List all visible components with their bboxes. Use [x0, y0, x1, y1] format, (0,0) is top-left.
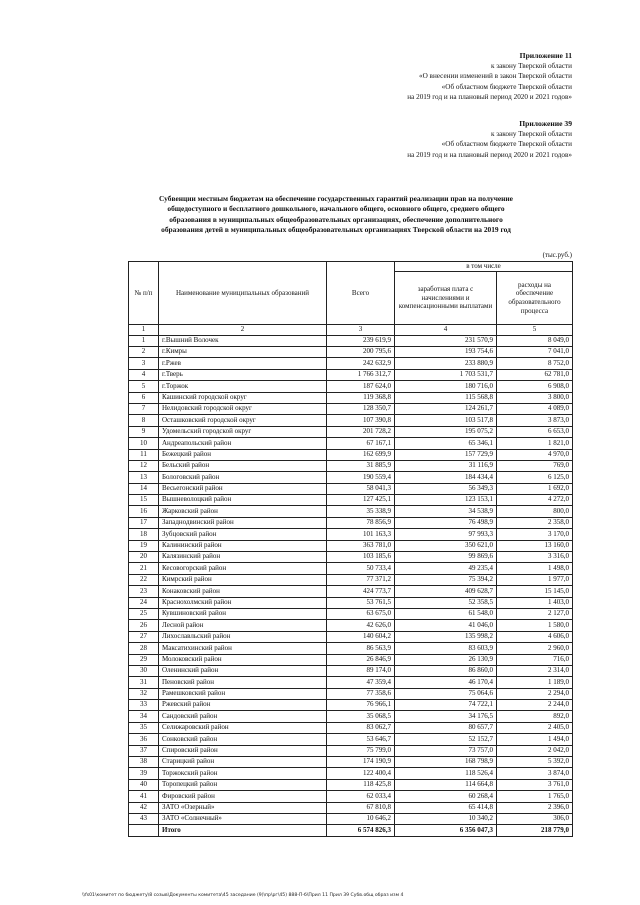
cell-name: Лихославльский район: [159, 631, 327, 642]
cell-salary: 103 517,8: [395, 415, 497, 426]
cell-total: 53 761,5: [327, 597, 395, 608]
cell-expenses: 3 874,0: [497, 768, 573, 779]
cell-name: Зубцовский район: [159, 529, 327, 540]
cell-no: 13: [129, 472, 159, 483]
cell-salary: 195 075,2: [395, 426, 497, 437]
table-row: [129, 768, 573, 779]
cell-no: 17: [129, 517, 159, 528]
cell-name: Сонковский район: [159, 734, 327, 745]
table-row: [129, 449, 573, 460]
cell-expenses: 6 653,0: [497, 426, 573, 437]
cell-total: 200 795,6: [327, 346, 395, 357]
cell-name: г.Ржев: [159, 358, 327, 369]
cell-total: 35 338,9: [327, 506, 395, 517]
cell-expenses: 7 041,0: [497, 346, 573, 357]
table-row: [129, 483, 573, 494]
cell-total: 78 856,9: [327, 517, 395, 528]
cell-salary: 97 993,3: [395, 529, 497, 540]
cell-total: 77 358,6: [327, 688, 395, 699]
cell-name: Вышневолоцкий район: [159, 495, 327, 506]
cell-no: 9: [129, 426, 159, 437]
cell-expenses: 716,0: [497, 654, 573, 665]
cell-name: Кесовогорский район: [159, 563, 327, 574]
cell-salary: 65 346,1: [395, 438, 497, 449]
cell-no: 35: [129, 722, 159, 733]
cell-salary: 75 064,6: [395, 688, 497, 699]
cell-no: 20: [129, 552, 159, 563]
cell-salary: 83 603,9: [395, 643, 497, 654]
cell-expenses: 1 692,0: [497, 483, 573, 494]
table-row: [129, 460, 573, 471]
cell-no: 19: [129, 540, 159, 551]
cell-name: Торжокский район: [159, 768, 327, 779]
cell-no: 27: [129, 631, 159, 642]
cell-salary: 31 116,9: [395, 460, 497, 471]
cell-no: 21: [129, 563, 159, 574]
cell-salary: 157 729,9: [395, 449, 497, 460]
cell-no: 2: [129, 346, 159, 357]
cell-total: 26 846,9: [327, 654, 395, 665]
header-total: Всего: [327, 262, 395, 325]
cell-name: Кувшиновский район: [159, 608, 327, 619]
cell-salary: 46 170,4: [395, 677, 497, 688]
cell-name: Калининский район: [159, 540, 327, 551]
cell-total: 1 766 312,7: [327, 369, 395, 380]
cell-name: Итого: [159, 825, 327, 836]
cell-no: 10: [129, 438, 159, 449]
cell-no: 16: [129, 506, 159, 517]
cell-name: Старицкий район: [159, 757, 327, 768]
cell-expenses: 2 127,0: [497, 608, 573, 619]
cell-salary: 114 664,8: [395, 779, 497, 790]
cell-total: 83 062,7: [327, 722, 395, 733]
cell-no: 6: [129, 392, 159, 403]
cell-name: Осташковский городской округ: [159, 415, 327, 426]
cell-no: 26: [129, 620, 159, 631]
cell-total: 53 646,7: [327, 734, 395, 745]
header-name: Наименование муниципальных образований: [159, 262, 327, 325]
cell-salary: 52 358,5: [395, 597, 497, 608]
cell-total: 174 190,9: [327, 757, 395, 768]
title-line: образования в муниципальных общеобразовательных организациях, обеспечение дополнительного: [169, 214, 503, 224]
cell-expenses: 5 392,0: [497, 757, 573, 768]
cell-no: 29: [129, 654, 159, 665]
cell-expenses: 1 821,0: [497, 438, 573, 449]
cell-no: 12: [129, 460, 159, 471]
cell-no: 8: [129, 415, 159, 426]
cell-expenses: 4 970,0: [497, 449, 573, 460]
cell-salary: 34 538,9: [395, 506, 497, 517]
cell-total: 201 728,2: [327, 426, 395, 437]
cell-name: Андреапольский район: [159, 438, 327, 449]
cell-total: 35 068,5: [327, 711, 395, 722]
title-line: образования детей в муниципальных общеобразовательных организациях Тверской области на 2019 год: [161, 225, 511, 235]
table-row: [129, 745, 573, 756]
cell-no: 24: [129, 597, 159, 608]
cell-total: 50 733,4: [327, 563, 395, 574]
title-line: Субвенции местным бюджетам на обеспечение государственных гарантий реализации прав на получение: [159, 194, 513, 203]
table-row: [129, 814, 573, 825]
cell-total: 103 185,6: [327, 552, 395, 563]
cell-total: 31 885,9: [327, 460, 395, 471]
cell-expenses: 13 160,0: [497, 540, 573, 551]
table-row: [129, 415, 573, 426]
cell-salary: 10 340,2: [395, 814, 497, 825]
cell-no: 31: [129, 677, 159, 688]
cell-name: Бежецкий район: [159, 449, 327, 460]
cell-expenses: 4 089,0: [497, 403, 573, 414]
table-row: [129, 552, 573, 563]
cell-name: г.Торжок: [159, 381, 327, 392]
table-row: [129, 358, 573, 369]
cell-name: Бологовский район: [159, 472, 327, 483]
cell-salary: 118 526,4: [395, 768, 497, 779]
cell-salary: 99 869,6: [395, 552, 497, 563]
table-row: [129, 654, 573, 665]
cell-no: 25: [129, 608, 159, 619]
cell-expenses: 3 873,0: [497, 415, 573, 426]
cell-salary: 26 130,9: [395, 654, 497, 665]
table-row: [129, 757, 573, 768]
table-row: [129, 529, 573, 540]
cell-no: 11: [129, 449, 159, 460]
cell-salary: 135 998,2: [395, 631, 497, 642]
table-row: [129, 335, 573, 346]
cell-expenses: 3 800,0: [497, 392, 573, 403]
cell-total: 58 041,3: [327, 483, 395, 494]
cell-expenses: 2 960,0: [497, 643, 573, 654]
table-row: [129, 540, 573, 551]
table-row: [129, 506, 573, 517]
document-title: [108, 194, 564, 236]
column-index: 2: [159, 325, 327, 336]
cell-expenses: 1 765,0: [497, 791, 573, 802]
appendix-11-header: [407, 51, 572, 102]
cell-name: Сандовский район: [159, 711, 327, 722]
cell-no: 43: [129, 814, 159, 825]
cell-expenses: 2 358,0: [497, 517, 573, 528]
cell-total: 67 167,1: [327, 438, 395, 449]
table-row: [129, 711, 573, 722]
table-row: [129, 643, 573, 654]
appendix-39-line: «Об областном бюджете Тверской области: [441, 140, 572, 149]
cell-no: 39: [129, 768, 159, 779]
cell-no: 7: [129, 403, 159, 414]
table-row: [129, 392, 573, 403]
header-expenses: расходы на обеспечение образовательного процесса: [497, 272, 573, 325]
cell-name: Фировский район: [159, 791, 327, 802]
cell-name: Жарковский район: [159, 506, 327, 517]
cell-no: 4: [129, 369, 159, 380]
cell-no: [129, 825, 159, 836]
cell-total: 363 781,0: [327, 540, 395, 551]
cell-name: ЗАТО «Озерный»: [159, 802, 327, 813]
cell-no: 30: [129, 665, 159, 676]
cell-no: 37: [129, 745, 159, 756]
cell-salary: 52 152,7: [395, 734, 497, 745]
cell-name: Краснохолмский район: [159, 597, 327, 608]
cell-name: Оленинский район: [159, 665, 327, 676]
cell-expenses: 2 294,0: [497, 688, 573, 699]
cell-total: 127 425,1: [327, 495, 395, 506]
cell-expenses: 4 606,0: [497, 631, 573, 642]
table-row: [129, 563, 573, 574]
cell-expenses: 8 049,0: [497, 335, 573, 346]
cell-expenses: 62 781,0: [497, 369, 573, 380]
cell-name: Конаковский район: [159, 586, 327, 597]
column-index-row: [129, 325, 573, 336]
cell-expenses: 15 145,0: [497, 586, 573, 597]
cell-expenses: 1 498,0: [497, 563, 573, 574]
cell-total: 162 699,9: [327, 449, 395, 460]
table-row: [129, 472, 573, 483]
appendix-39-line: на 2019 год и на плановый период 2020 и 2021 годов»: [407, 150, 572, 159]
unit-note: (тыс.руб.): [542, 251, 572, 259]
cell-no: 42: [129, 802, 159, 813]
cell-no: 22: [129, 574, 159, 585]
cell-name: Бельский район: [159, 460, 327, 471]
cell-no: 3: [129, 358, 159, 369]
cell-salary: 1 703 531,7: [395, 369, 497, 380]
cell-name: г.Вышний Волочек: [159, 335, 327, 346]
cell-expenses: 218 779,0: [497, 825, 573, 836]
cell-total: 190 559,4: [327, 472, 395, 483]
appendix-39-line: к закону Тверской области: [490, 130, 572, 139]
table-row: [129, 665, 573, 676]
cell-total: 101 163,3: [327, 529, 395, 540]
cell-salary: 34 176,5: [395, 711, 497, 722]
cell-salary: 61 548,0: [395, 608, 497, 619]
table-row: [129, 722, 573, 733]
cell-salary: 350 621,0: [395, 540, 497, 551]
cell-expenses: 306,0: [497, 814, 573, 825]
cell-name: Калязинский район: [159, 552, 327, 563]
table-row: [129, 802, 573, 813]
table-row: [129, 517, 573, 528]
cell-salary: 180 716,0: [395, 381, 497, 392]
cell-name: Пеновский район: [159, 677, 327, 688]
cell-expenses: 3 170,0: [497, 529, 573, 540]
cell-salary: 56 349,3: [395, 483, 497, 494]
cell-salary: 115 568,8: [395, 392, 497, 403]
cell-total: 242 632,9: [327, 358, 395, 369]
cell-name: Лесной район: [159, 620, 327, 631]
cell-salary: 60 268,4: [395, 791, 497, 802]
cell-name: Максатихинский район: [159, 643, 327, 654]
cell-name: Западнодвинский район: [159, 517, 327, 528]
cell-total: 62 033,4: [327, 791, 395, 802]
table-header: [129, 262, 573, 325]
table-row: [129, 574, 573, 585]
cell-salary: 409 628,7: [395, 586, 497, 597]
table-row: [129, 734, 573, 745]
cell-total: 107 390,8: [327, 415, 395, 426]
table-row: [129, 700, 573, 711]
cell-total: 128 350,7: [327, 403, 395, 414]
table-row: [129, 791, 573, 802]
table-row: [129, 438, 573, 449]
footer-file-path: \\fs01\комитет по бюджету\8 созыв\Документы комитета\45 заседание (9)\пр\рг\45) 888-П-б\Прил 11 Прил 39 Субв.общ образ изм 4: [82, 893, 404, 898]
cell-total: 75 799,0: [327, 745, 395, 756]
cell-expenses: 2 314,0: [497, 665, 573, 676]
cell-total: 6 574 826,3: [327, 825, 395, 836]
table-row: [129, 586, 573, 597]
table-row: [129, 677, 573, 688]
cell-no: 28: [129, 643, 159, 654]
table-row: [129, 369, 573, 380]
cell-total: 118 425,8: [327, 779, 395, 790]
appendix-11-line: на 2019 год и на плановый период 2020 и 2021 годов»: [407, 92, 572, 101]
cell-expenses: 2 396,0: [497, 802, 573, 813]
cell-total: 119 368,8: [327, 392, 395, 403]
cell-no: 36: [129, 734, 159, 745]
header-salary: заработная плата с начислениями и компенсационными выплатами: [395, 272, 497, 325]
cell-salary: 233 880,9: [395, 358, 497, 369]
cell-no: 34: [129, 711, 159, 722]
cell-salary: 86 860,0: [395, 665, 497, 676]
header-including: в том числе: [395, 262, 573, 272]
cell-total: 86 563,9: [327, 643, 395, 654]
cell-salary: 168 798,9: [395, 757, 497, 768]
cell-salary: 6 356 047,3: [395, 825, 497, 836]
column-index: 4: [395, 325, 497, 336]
cell-no: 40: [129, 779, 159, 790]
cell-name: Кашинский городской округ: [159, 392, 327, 403]
cell-expenses: 769,0: [497, 460, 573, 471]
cell-expenses: 6 908,0: [497, 381, 573, 392]
cell-no: 23: [129, 586, 159, 597]
cell-name: Удомельский городской округ: [159, 426, 327, 437]
cell-salary: 184 434,4: [395, 472, 497, 483]
cell-expenses: 800,0: [497, 506, 573, 517]
table-row: [129, 688, 573, 699]
cell-total: 77 371,2: [327, 574, 395, 585]
cell-salary: 231 570,9: [395, 335, 497, 346]
cell-name: Селижаровский район: [159, 722, 327, 733]
cell-expenses: 1 977,0: [497, 574, 573, 585]
cell-name: Нелидовский городской округ: [159, 403, 327, 414]
cell-no: 38: [129, 757, 159, 768]
cell-no: 18: [129, 529, 159, 540]
cell-no: 1: [129, 335, 159, 346]
cell-total: 42 626,0: [327, 620, 395, 631]
table-row: [129, 620, 573, 631]
cell-expenses: 2 405,0: [497, 722, 573, 733]
cell-total: 122 400,4: [327, 768, 395, 779]
table-row: [129, 779, 573, 790]
cell-salary: 41 046,0: [395, 620, 497, 631]
cell-salary: 76 498,9: [395, 517, 497, 528]
column-index: 3: [327, 325, 395, 336]
table-row: [129, 631, 573, 642]
appendix-39-header: [407, 119, 572, 160]
column-index: 5: [497, 325, 573, 336]
column-index: 1: [129, 325, 159, 336]
header-no: № п/п: [129, 262, 159, 325]
cell-expenses: 1 189,0: [497, 677, 573, 688]
appendix-11-heading: Приложение 11: [519, 51, 572, 60]
cell-no: 41: [129, 791, 159, 802]
cell-salary: 49 235,4: [395, 563, 497, 574]
subventions-table: [128, 261, 573, 837]
cell-no: 14: [129, 483, 159, 494]
cell-expenses: 1 580,0: [497, 620, 573, 631]
table-row: [129, 597, 573, 608]
total-row: [129, 825, 573, 836]
cell-no: 15: [129, 495, 159, 506]
cell-total: 89 174,0: [327, 665, 395, 676]
cell-expenses: 2 244,0: [497, 700, 573, 711]
cell-expenses: 3 761,0: [497, 779, 573, 790]
cell-name: Рамешковский район: [159, 688, 327, 699]
cell-no: 5: [129, 381, 159, 392]
cell-expenses: 1 403,0: [497, 597, 573, 608]
table-body: [129, 325, 573, 837]
cell-no: 33: [129, 700, 159, 711]
cell-expenses: 6 125,0: [497, 472, 573, 483]
cell-name: Молоковский район: [159, 654, 327, 665]
appendix-11-line: к закону Тверской области: [490, 62, 572, 71]
cell-total: 47 359,4: [327, 677, 395, 688]
cell-total: 424 773,7: [327, 586, 395, 597]
cell-expenses: 4 272,0: [497, 495, 573, 506]
cell-name: г.Тверь: [159, 369, 327, 380]
table-row: [129, 381, 573, 392]
table-row: [129, 346, 573, 357]
cell-expenses: 3 316,0: [497, 552, 573, 563]
appendix-39-heading: Приложение 39: [519, 119, 572, 128]
cell-name: Кимрский район: [159, 574, 327, 585]
cell-total: 187 624,0: [327, 381, 395, 392]
appendix-11-line: «Об областном бюджете Тверской области: [441, 82, 572, 91]
cell-salary: 73 757,0: [395, 745, 497, 756]
cell-name: Спировский район: [159, 745, 327, 756]
cell-name: Весьегонский район: [159, 483, 327, 494]
cell-name: ЗАТО «Солнечный»: [159, 814, 327, 825]
cell-expenses: 1 494,0: [497, 734, 573, 745]
cell-total: 239 619,9: [327, 335, 395, 346]
appendix-11-line: «О внесении изменений в закон Тверской области: [418, 72, 572, 81]
cell-total: 67 810,8: [327, 802, 395, 813]
cell-name: Ржевский район: [159, 700, 327, 711]
table-row: [129, 403, 573, 414]
cell-total: 10 646,2: [327, 814, 395, 825]
cell-expenses: 8 752,0: [497, 358, 573, 369]
cell-total: 63 675,0: [327, 608, 395, 619]
cell-total: 140 604,2: [327, 631, 395, 642]
cell-salary: 124 261,7: [395, 403, 497, 414]
table-row: [129, 426, 573, 437]
cell-name: Торопецкий район: [159, 779, 327, 790]
cell-salary: 123 153,1: [395, 495, 497, 506]
cell-total: 76 966,1: [327, 700, 395, 711]
cell-salary: 75 394,2: [395, 574, 497, 585]
table-row: [129, 495, 573, 506]
cell-expenses: 892,0: [497, 711, 573, 722]
title-line: общедоступного и бесплатного дошкольного, начального общего, основного общего, среднего общего: [167, 204, 505, 214]
cell-salary: 74 722,1: [395, 700, 497, 711]
cell-salary: 80 657,7: [395, 722, 497, 733]
cell-name: г.Кимры: [159, 346, 327, 357]
cell-salary: 193 754,6: [395, 346, 497, 357]
table-row: [129, 608, 573, 619]
cell-salary: 65 414,8: [395, 802, 497, 813]
cell-no: 32: [129, 688, 159, 699]
cell-expenses: 2 042,0: [497, 745, 573, 756]
